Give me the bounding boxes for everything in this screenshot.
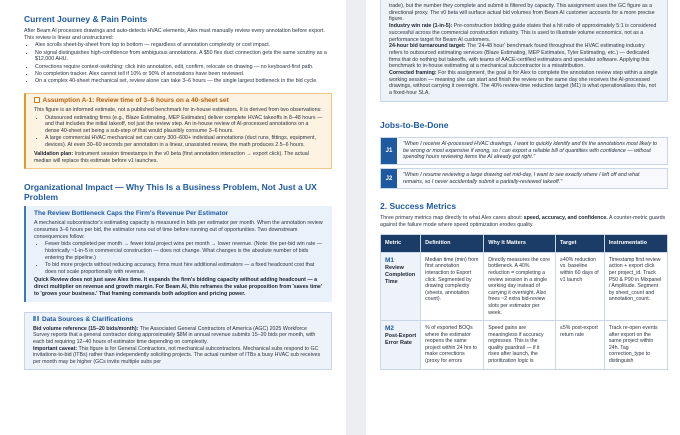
success-metrics-intro-bold: speed, accuracy, and confidence. [523,215,608,222]
assumption-list [34,115,323,149]
definition-cell: Median time (min) from first annotation interaction to Export click. Segmented by drawing complexity (sheets, annotation count). [421,252,484,320]
list-item: • Alex scrolls sheet-by-sheet from top to bottom — regardless of annotation complexity or cost impact. [35,42,332,49]
assumption-title-row [34,97,323,105]
validation-label: Validation plan: [34,150,74,157]
current-journey-section [24,14,332,85]
org-impact-intro: A mechanical subcontractor's estimating capacity is measured in bids per estimator per month. When the annotation review consumes 3–6 hours per bid, the estimator runs out of time before running out of opportunities. Two downstream consequences follow: [34,220,323,240]
list-item: • On a complex 40-sheet mechanical set, review alone can take 3–6 hours — the single largest bottleneck in the bid cycle. [35,78,332,85]
column-header: Target [556,234,605,252]
continued-p3-text: The '24-48 hour' benchmark found throughout the HVAC estimating industry refers to outsourced estimating services (Blaze Estimating, MEP Estimates, Tyler Estimating, etc.) — dedicated firms that do nothing but takeoffs, with teams of AACE-certified estimators and specialist software. Applying this benchmark to in-house estimating at a mechanical subcontractor is a misattribution. [389,43,650,70]
current-journey-list [24,42,332,85]
success-metrics-intro-after: A counter-metric guards against the failure mode where speed optimization erodes quality. [380,215,666,229]
instrumentation-cell: Track re-open events after export on the same project within 24h. Tag correction_type to distinguish [604,321,667,370]
success-metrics-table [380,234,668,370]
list-item: • A large commercial HVAC mechanical set can carry 300–600+ individual annotations (duct runs, fittings, equipment, devices). At even 30–60 seconds per annotation in a linear, unassisted review, the math produces 2.5–6 hours. [45,135,323,148]
continued-p2 [389,23,659,43]
table-header-row [381,234,668,252]
metric-id: M1 [385,256,395,264]
list-item: • To bid more projects without reducing accuracy, firms must hire additional estimators — a fixed headcount cost that does not scale proportionally with revenue. [45,262,324,275]
data-sources-callout [24,312,332,370]
jtbd-tag: J1 [381,138,397,164]
list-item: • Fewer bids completed per month → fewer total project wins per month → lower revenue. (Note: the per-bid win rate — historically ~1-in-5 in commercial construction — does not change. What changes is the absolute number of bids entering the pipeline.) [45,241,324,261]
continued-p2-text: Pre-construction bidding guide states that a hit ratio of approximately 5:1 is considered successful across the commercial construction industry. This is used to illustrate volume economics, not as a performance target for Beam AI customers. [389,23,657,43]
current-journey-heading: Current Journey & Pain Points [24,14,148,24]
assumption-intro: This figure is an informed estimate, not a published benchmark for in-house estimators. It is derived from two observations: [34,107,322,113]
jtbd-text: "When I receive AI-processed HVAC drawings, I want to quickly identify and fix the annotations most likely to be wrong or most expensive if wrong, so I can export a reliable bill of quantities with confidence — without spending hours reviewing items the AI already got right." [403,140,657,161]
book-icon [33,316,39,321]
continued-p3 [389,43,659,70]
document-page-right [366,0,680,435]
metric-id: M2 [385,325,395,333]
assumption-title: Assumption A-1: Review time of 3–6 hours on a 40-sheet set [42,97,229,104]
table-row [381,321,668,370]
jtbd-text: "When I resume reviewing a large drawing set mid-day, I want to see exactly where I left off and what remains, so I never accidentally submit a partially-reviewed takeoff." [403,171,640,185]
list-item: • No completion tracker. Alex cannot tell if 10% or 90% of annotations have been reviewed. [35,71,332,78]
org-impact-list [34,241,324,275]
jtbd-heading: Jobs-to-Be-Done [380,119,449,130]
column-header: Instrumentatio [604,234,667,252]
validation-text: Instrument session timestamps in the v0 beta (first annotation interaction → export click). The actual median will replace this estimate before v1 launches. [34,150,309,164]
data-sources-p1-label: Bid volume reference (15–20 bids/month): [33,325,139,332]
data-sources-title-row [33,316,323,324]
jtbd-section [380,120,668,190]
definition-cell: % of exported BOQs where the estimator reopens the same project within 24 hrs to make corrections (proxy for errors [421,321,484,370]
metric-name: Review Completion Time [385,264,416,285]
validation-plan [34,151,323,164]
continued-p3-label: 24-hour bid turnaround target: [389,43,466,50]
current-journey-intro: After Beam AI processes drawings and auto-detects HVAC elements, Alex must manually review every annotation before export. This review is linear and unstructured: [24,28,325,41]
success-metrics-section [380,201,668,369]
data-sources-p2-label: Important caveat: [33,345,78,352]
continued-p4-text: For this assignment, the goal is for Alex to complete the annotation review step within a single working session — meaning she can start and finish the review on the same day she receives the AI-processed drawings, without carrying it overnight. The 40% review-time reduction target (M1) is what operationalises this, not a fixed-hour SLA. [389,70,658,97]
org-impact-callout [24,206,332,301]
data-sources-p1 [33,326,323,346]
org-impact-box-title: The Review Bottleneck Caps the Firm's Revenue Per Estimator [34,210,229,218]
jtbd-item-j1 [380,137,668,165]
continued-p1: trade), but the number they complete and submit is filtered by capacity. This assignment uses the GC figure as a directional proxy. The v0 beta will surface actual bid volumes from Beam AI customer accounts for a more precise figure. [389,3,655,23]
table-row [381,252,668,320]
list-item: • Corrections require context-switching: click into annotation, edit, confirm, relocate on drawing — no keyboard-first path. [35,64,332,71]
org-impact-heading: Organizational Impact — Why This Is a Business Problem, Not Just a UX Problem [24,182,317,203]
metric-cell [381,321,421,370]
column-header: Definition [421,234,484,252]
why-cell: Speed gains are meaningless if accuracy regresses. This is the quality guardrail — if it rises after launch, the prioritization logic is [484,321,556,370]
target-cell: ≥40% reduction vs. baseline within 60 days of v1 launch [556,252,605,320]
jtbd-item-j2 [380,168,668,189]
target-cell: ≤5% post-export return rate [556,321,605,370]
jtbd-tag: J2 [381,169,397,188]
data-sources-title: Data Sources & Clarifications [42,315,134,323]
list-item: • No signal distinguishes high-confidence from ambiguous annotations. A $50 flex duct connection gets the same scrutiny as a $12,000 AHU. [35,50,332,63]
continued-p4-label: Corrected framing: [389,70,437,77]
assumption-callout [24,93,332,169]
metric-name: Post-Export Error Rate [385,333,417,347]
org-impact-conclusion [34,277,324,297]
data-sources-p2-text: This figure is for General Contractors, not mechanical subcontractors. Mechanical subs respond to GC invitations-to-bid (ITBs) rather than independently soliciting projects. The actual number of ITBs a busy HVAC sub receives per month may be higher (GCs invite multiple subs per [33,345,321,366]
data-sources-p1-text: The Associated General Contractors of America (AGC) 2025 Workforce Survey reports that a general contractor doing approximately $8M in annual revenue submits 15–20 bids per month, with each bid requiring 12–40 hours of estimator time depending on complexity. [33,325,316,345]
org-impact-section [24,182,332,301]
note-icon [34,97,40,103]
success-metrics-intro [380,215,668,228]
why-cell: Directly measures the core bottleneck. A 40% reduction = completing a review session in a single working day instead of carrying it overnight. Also frees ~2 extra bid-review slots per estimator per week. [484,252,556,320]
instrumentation-cell: Timestamp first review action + export click per project_id. Track P50 & P90 in Mixpanel / Amplitude. Segment by sheet_count and annotation_count. [604,252,667,320]
continued-p4 [389,70,659,97]
success-metrics-intro-before: Three primary metrics map directly to what Alex cares about: [380,215,524,222]
org-impact-conclusion-text: Quick Review does not just save Alex time. It expands the firm's bidding capacity without adding headcount — a direct multiplier on revenue and growth margin. For Beam AI, this reframes the value proposition from 'saves time' to 'grows your business.' That framing commands both adoption and pricing power. [34,277,323,297]
column-header: Why It Matters [484,234,556,252]
continued-p2-label: Industry win rate (1-in-5): [389,23,453,30]
data-sources-continued [380,0,668,102]
data-sources-p2 [33,346,323,366]
list-item: • Outsourced estimating firms (e.g., Blaze Estimating, MEP Estimates) deliver complete HVAC takeoffs in 8–48 hours — and that includes the initial takeoff, not just the review step. An in-house review of AI-processed annotations on a dense 40-sheet set being a sub-step of that would plausibly consume 3–6 hours. [45,115,323,135]
success-metrics-heading: 2. Success Metrics [380,201,457,212]
column-header: Metric [381,234,421,252]
metric-cell [381,252,421,320]
